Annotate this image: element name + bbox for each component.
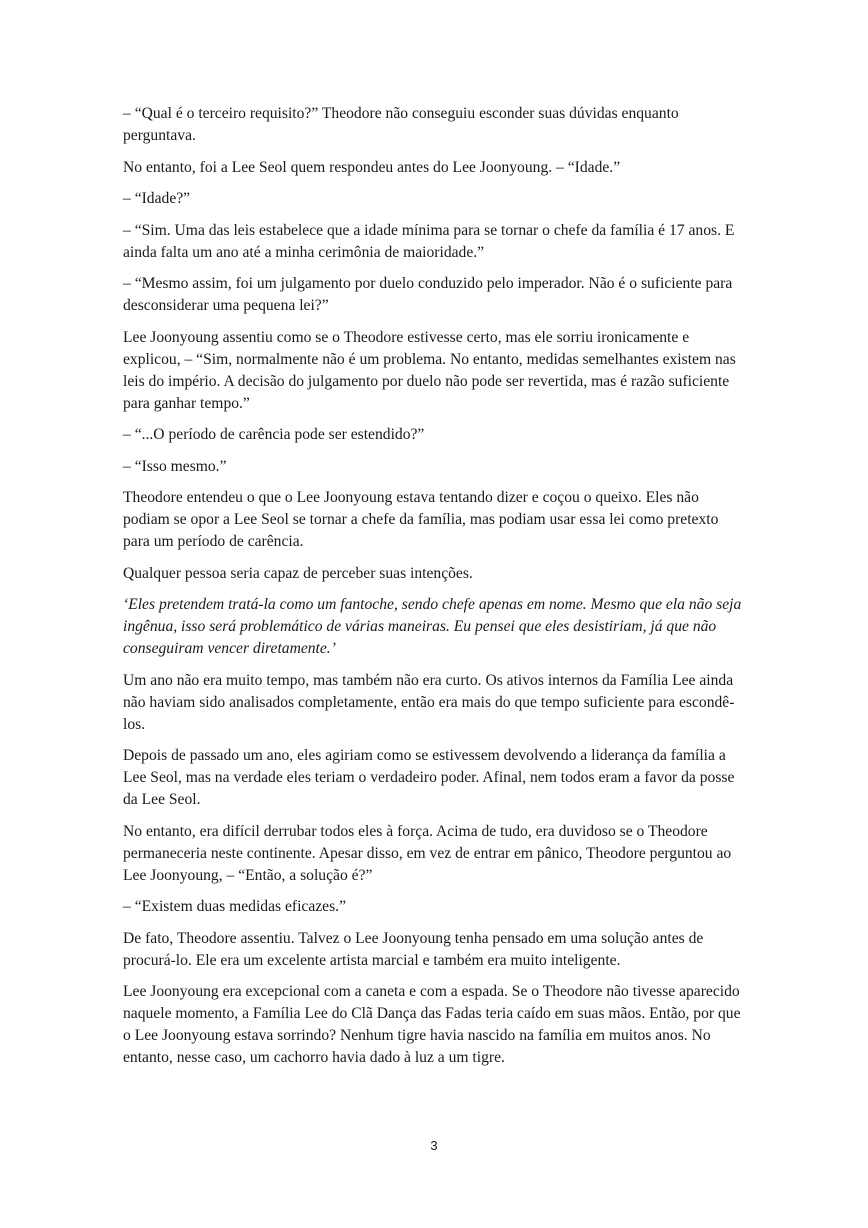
paragraph-14: No entanto, era difícil derrubar todos eles à força. Acima de tudo, era duvidoso se o Theodore permaneceria neste continente. Apesar disso, em vez de entrar em pânico, Theodore perguntou ao Lee Joonyoung, – “Então, a solução é?” [123,822,732,884]
paragraph-11-inner-thought: ‘Eles pretendem tratá-la como um fantoche, sendo chefe apenas em nome. Mesmo que ela não seja ingênua, isso será problemático de várias maneiras. Eu pensei que eles desistiriam, já que não conseguiram vencer diretamente.’ [123,596,742,657]
paragraph-17: Lee Joonyoung era excepcional com a caneta e com a espada. Se o Theodore não tivesse aparecido naquele momento, a Família Lee do Clã Dança das Fadas teria caído em suas mãos. Então, por que o Lee Joonyoung estava sorrindo? Nenhum tigre havia nascido na família em muitos anos. No entanto, nesse caso, um cachorro havia dado à luz a um tigre. [123,983,741,1066]
page-body [123,103,749,1079]
paragraph-8: – “Isso mesmo.” [123,457,227,475]
paragraph-1: – “Qual é o terceiro requisito?” Theodore não conseguiu esconder suas dúvidas enquanto perguntava. [123,105,679,144]
paragraph-6: Lee Joonyoung assentiu como se o Theodore estivesse certo, mas ele sorriu ironicamente e explicou, – “Sim, normalmente não é um problema. No entanto, medidas semelhantes existem nas leis do império. A decisão do julgamento por duelo não pode ser revertida, mas é razão suficiente para ganhar tempo.” [123,328,736,412]
paragraph-15: – “Existem duas medidas eficazes.” [123,898,346,915]
paragraph-5: – “Mesmo assim, foi um julgamento por duelo conduzido pelo imperador. Não é o suficiente para desconsiderar uma pequena lei?” [123,275,733,314]
paragraph-4: – “Sim. Uma das leis estabelece que a idade mínima para se tornar o chefe da família é 17 anos. E ainda falta um ano até a minha cerimônia de maioridade.” [123,221,735,261]
paragraph-3: – “Idade?” [123,190,191,207]
paragraph-7: – “...O período de carência pode ser estendido?” [123,426,425,443]
paragraph-12: Um ano não era muito tempo, mas também não era curto. Os ativos internos da Família Lee ainda não haviam sido analisados completamente, então era mais do que tempo suficiente para escondê-los. [123,671,735,733]
paragraph-9: Theodore entendeu o que o Lee Joonyoung estava tentando dizer e coçou o queixo. Eles não podiam se opor a Lee Seol se tornar a chefe da família, mas podiam usar essa lei como pretexto para um período de carência. [123,489,719,550]
paragraph-13: Depois de passado um ano, eles agiriam como se estivessem devolvendo a liderança da família a Lee Seol, mas na verdade eles teriam o verdadeiro poder. Afinal, nem todos eram a favor da posse da Lee Seol. [123,747,735,808]
paragraph-16: De fato, Theodore assentiu. Talvez o Lee Joonyoung tenha pensado em uma solução antes de procurá-lo. Ele era um excelente artista marcial e também era muito inteligente. [123,929,704,969]
page-number: 3 [430,1138,438,1153]
paragraph-10: Qualquer pessoa seria capaz de perceber suas intenções. [123,564,473,582]
paragraph-2: No entanto, foi a Lee Seol quem respondeu antes do Lee Joonyoung. – “Idade.” [123,158,621,176]
